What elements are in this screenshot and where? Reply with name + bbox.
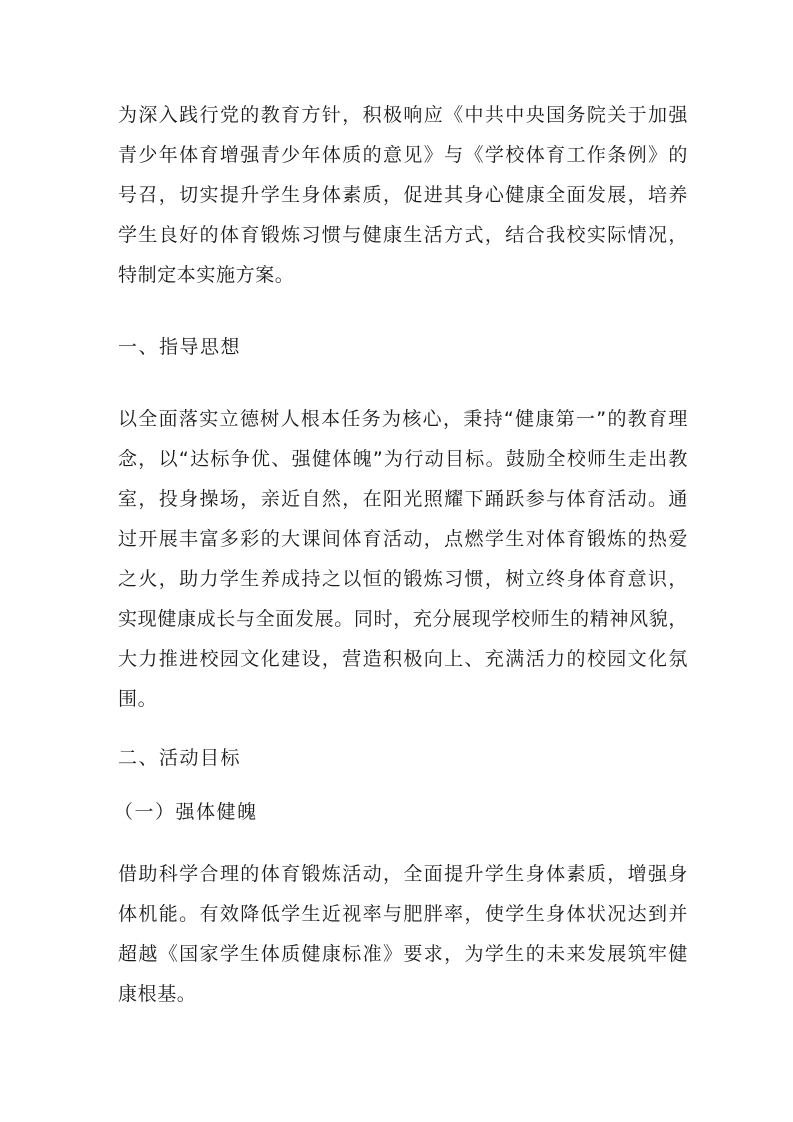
- intro-line: 学生良好的体育锻炼习惯与健康生活方式，结合我校实际情况，: [118, 224, 688, 246]
- paragraph-line: 超越《国家学生体质健康标准》要求，为学生的未来发展筑牢健: [118, 943, 688, 965]
- paragraph-line: 围。: [118, 688, 158, 710]
- section-heading-guiding-ideology: 一、指导思想: [118, 336, 242, 358]
- intro-line: 青少年体育增强青少年体质的意见》与《学校体育工作条例》的: [118, 144, 688, 166]
- paragraph-line: 念，以“达标争优、强健体魄”为行动目标。鼓励全校师生走出教: [118, 448, 688, 470]
- subsection-heading-strong-body: （一）强体健魄: [114, 801, 258, 823]
- paragraph-line: 借助科学合理的体育锻炼活动，全面提升学生身体素质，增强身: [118, 863, 688, 885]
- intro-line: 为深入践行党的教育方针，积极响应《中共中央国务院关于加强: [118, 104, 688, 126]
- paragraph-line: 康根基。: [118, 983, 197, 1005]
- paragraph-line: 大力推进校园文化建设，营造积极向上、充满活力的校园文化氛: [118, 648, 688, 670]
- intro-line: 特制定本实施方案。: [118, 264, 295, 286]
- section-heading-activity-goals: 二、活动目标: [118, 747, 242, 769]
- intro-line: 号召，切实提升学生身体素质，促进其身心健康全面发展，培养: [118, 184, 688, 206]
- paragraph-line: 体机能。有效降低学生近视率与肥胖率，使学生身体状况达到并: [118, 903, 688, 925]
- paragraph-line: 以全面落实立德树人根本任务为核心，秉持“健康第一”的教育理: [118, 408, 688, 430]
- paragraph-line: 过开展丰富多彩的大课间体育活动，点燃学生对体育锻炼的热爱: [118, 528, 688, 550]
- paragraph-line: 之火，助力学生养成持之以恒的锻炼习惯，树立终身体育意识，: [118, 568, 688, 590]
- paragraph-line: 室，投身操场，亲近自然，在阳光照耀下踊跃参与体育活动。通: [118, 488, 688, 510]
- paragraph-line: 实现健康成长与全面发展。同时，充分展现学校师生的精神风貌，: [118, 608, 688, 630]
